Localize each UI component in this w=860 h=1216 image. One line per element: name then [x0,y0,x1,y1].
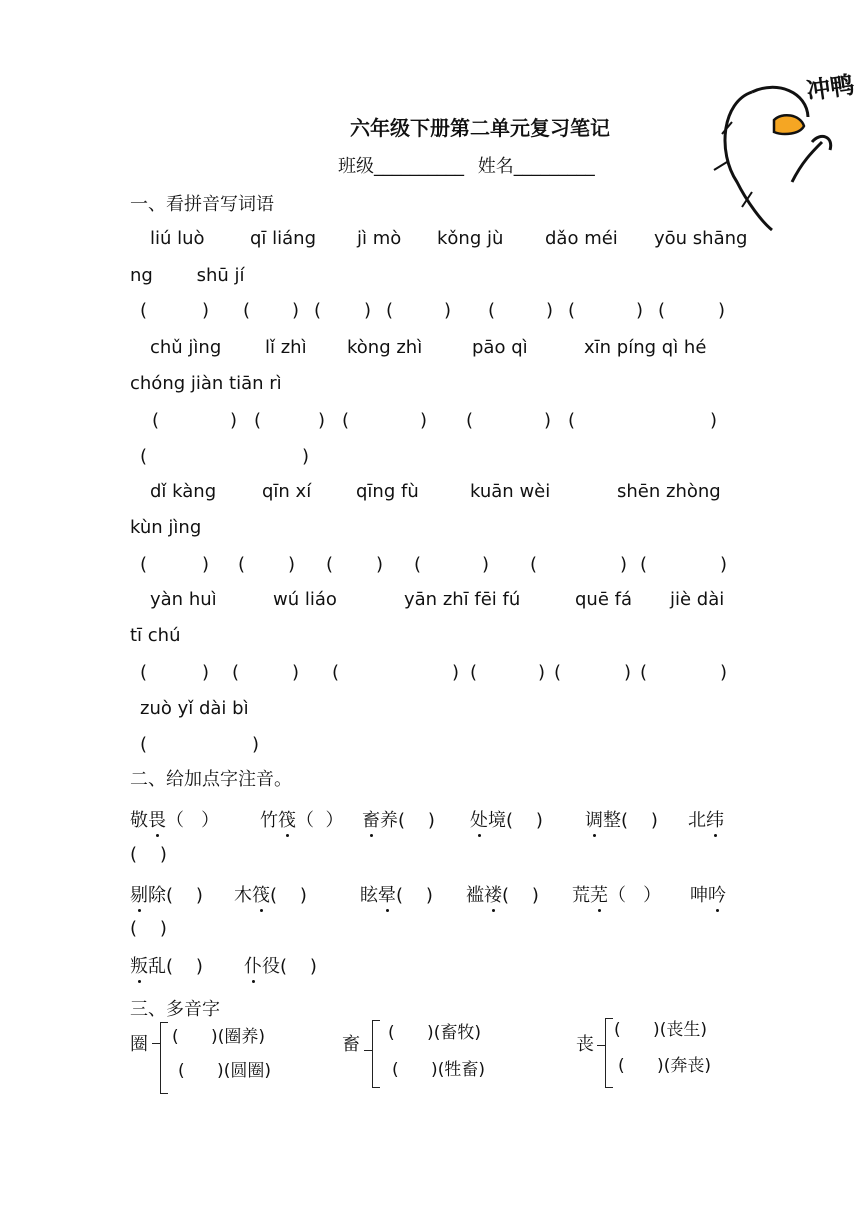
class-blank: __________ [374,156,464,177]
pinyin-row-4-wrap: tī chú [130,625,181,646]
polyphone-entry: ( )(圆圈) [178,1061,271,1081]
pinyin-item: yān zhī fēi fú [404,589,521,610]
pinyin-row-1-wrap [130,265,245,286]
pinyin-row-3 [150,481,730,505]
sticker-text: 冲鸭 [804,70,857,106]
phonetic-line-2: 剔除( ) 木筏( ) 眩晕( ) 褴褛( ) 荒芜（ ） 呻吟 [130,885,726,906]
pinyin-row-3-wrap: kùn jìng [130,517,202,538]
phonetic-line-1: 敬畏（ ） 竹筏（ ） 畜养( ) 处境( ) 调整( ) 北纬 [130,810,724,831]
word-jingwei: 敬畏 [130,810,166,831]
pinyin-item: qī liáng [250,228,317,249]
section1-heading: 一、看拼音写词语 [130,194,274,215]
pinyin-item: shū jí [196,265,245,286]
polyphone-entry: ( )(圈养) [172,1027,265,1047]
pinyin-item: xīn píng qì hé [584,337,707,358]
pinyin-item: yàn huì [150,589,217,610]
phonetic-line-1-wrap: ( ) [130,844,167,865]
pinyin-item: chǔ jìng [150,337,222,358]
pinyin-item: qīn xí [262,481,312,502]
pinyin-row-4 [150,589,730,613]
section2-heading: 二、给加点字注音。 [130,769,292,790]
pinyin-row-2-wrap: chóng jiàn tiān rì [130,373,282,394]
name-blank: _________ [513,156,595,177]
pinyin-item: lǐ zhì [265,337,307,358]
duck-sticker [712,62,860,232]
phonetic-line-3: 叛乱( ) 仆役( ) [130,956,317,977]
section3-heading: 三、多音字 [130,999,220,1020]
blank-row-1: ( ) ( ) ( ) ( ) ( ) ( ) ( ) [140,300,726,321]
pinyin-item: kuān wèi [470,481,551,502]
blank-row-4: ( ) ( ) ( ) ( ) ( ) ( ) [140,662,728,683]
polyphone-entry: ( )(牲畜) [392,1060,485,1080]
polyphone-char: 圈 [130,1034,148,1055]
pinyin-item: wú liáo [273,589,337,610]
pinyin-item: quē fá [575,589,632,610]
pinyin-item: yōu shāng [654,228,748,249]
pinyin-row-5: zuò yǐ dài bì [140,698,249,719]
phonetic-line-2-wrap: ( ) [130,918,167,939]
pinyin-item: liú luò [150,228,205,249]
page-title: 六年级下册第二单元复习笔记 [350,116,610,140]
blank-row-2: ( ) ( ) ( ) ( ) ( ) [152,410,718,431]
polyphone-entry: ( )(奔丧) [618,1056,711,1076]
pinyin-item: qīng fù [356,481,419,502]
polyphone-char: 畜 [342,1034,360,1055]
pinyin-item: kòng zhì [347,337,423,358]
pinyin-item: jiè dài [670,589,725,610]
pinyin-wrap-prefix: ng [130,265,153,286]
blank-row-5: ( ) [140,734,260,755]
pinyin-item: jì mò [357,228,402,249]
pinyin-row-1 [150,228,748,257]
name-label: 姓名 [477,156,514,177]
class-name-line [338,152,595,178]
pinyin-row-2 [150,337,730,361]
pinyin-item: pāo qì [472,337,528,358]
class-label: 班级 [338,156,374,177]
polyphone-char: 丧 [576,1034,594,1055]
blank-row-2b: ( ) [140,446,310,467]
pinyin-item: shēn zhòng [617,481,721,502]
polyphone-entry: ( )(丧生) [614,1020,707,1040]
pinyin-item: dǐ kàng [150,481,217,502]
pinyin-item: kǒng jù [437,228,504,249]
blank-row-3: ( ) ( ) ( ) ( ) ( ) ( ) [140,554,728,575]
pinyin-item: dǎo méi [545,228,618,249]
polyphone-entry: ( )(畜牧) [388,1023,481,1043]
